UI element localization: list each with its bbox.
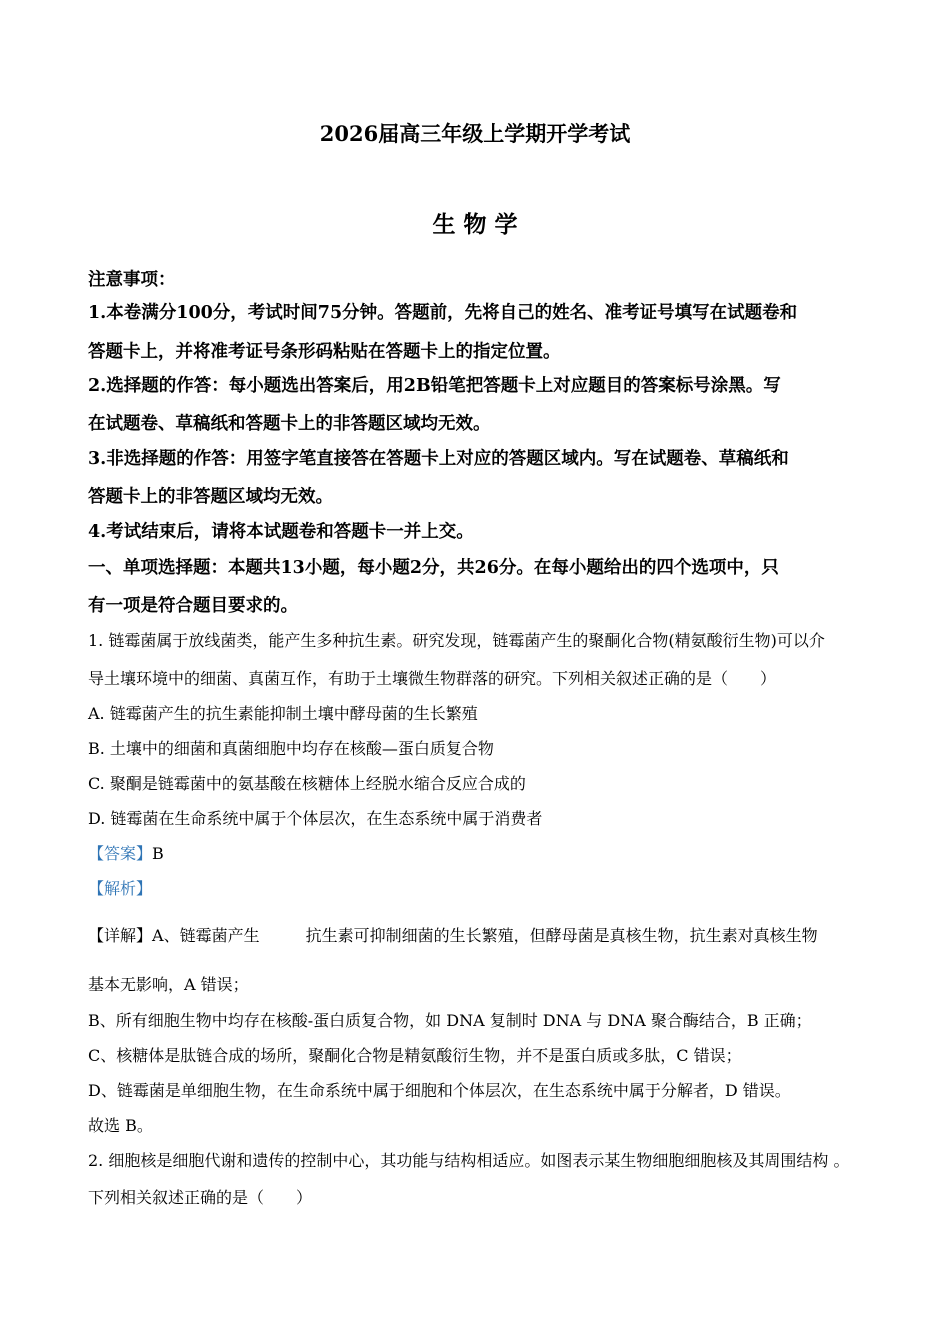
notice-line: 4.考试结束后，请将本试题卷和答题卡一并上交。 xyxy=(88,522,474,542)
option-b: B. 土壤中的细菌和真菌细胞中均存在核酸—蛋白质复合物 xyxy=(88,739,494,758)
notice-line: 3.非选择题的作答：用签字笔直接答在答题卡上对应的答题区域内。写在试题卷、草稿纸和 xyxy=(88,449,789,469)
notice-line: 在试题卷、草稿纸和答题卡上的非答题区域均无效。 xyxy=(88,414,491,434)
notice-line: 答题卡上的非答题区域均无效。 xyxy=(88,487,333,507)
detail-line: 基本无影响，A 错误； xyxy=(88,975,249,994)
section-heading: 一、单项选择题：本题共13小题，每小题2分，共26分。在每小题给出的四个选项中，只 xyxy=(88,558,779,578)
option-c: C. 聚酮是链霉菌中的氨基酸在核糖体上经脱水缩合反应合成的 xyxy=(88,774,526,793)
notice-line: 答题卡上，并将准考证号条形码粘贴在答题卡上的指定位置。 xyxy=(88,342,561,362)
option-a: A. 链霉菌产生的抗生素能抑制土壤中酵母菌的生长繁殖 xyxy=(88,704,478,723)
notice-line: 2.选择题的作答：每小题选出答案后，用2B铅笔把答题卡上对应题目的答案标号涂黑。写 xyxy=(88,376,781,396)
analysis-tag: 【解析】 xyxy=(88,879,153,898)
detail-line: D、链霉菌是单细胞生物，在生命系统中属于细胞和个体层次，在生态系统中属于分解者，D 错误。 xyxy=(88,1081,791,1100)
question-stem: 2. 细胞核是细胞代谢和遗传的控制中心，其功能与结构相适应。如图表示某生物细胞细胞核及其周围结构 。 xyxy=(88,1151,850,1170)
exam-title: 2026届高三年级上学期开学考试 xyxy=(319,121,631,146)
detail-line: B、所有细胞生物中均存在核酸-蛋白质复合物，如 DNA 复制时 DNA 与 DNA 聚合酶结合，B 正确； xyxy=(88,1011,812,1030)
detail-text: 抗生素可抑制细菌的生长繁殖，但酵母菌是真核生物，抗生素对真核生物 xyxy=(305,926,818,945)
detail-text: A、链霉菌产生 xyxy=(152,926,260,945)
subject-title: 生 物 学 xyxy=(432,211,518,238)
detail-tag: 【详解】 xyxy=(88,926,153,945)
answer-line xyxy=(88,841,164,864)
detail-line: C、核糖体是肽链合成的场所，聚酮化合物是精氨酸衍生物，并不是蛋白质或多肽，C 错误； xyxy=(88,1046,742,1065)
section-heading: 有一项是符合题目要求的。 xyxy=(88,596,298,616)
notice-heading: 注意事项： xyxy=(88,270,176,290)
option-d: D. 链霉菌在生命系统中属于个体层次，在生态系统中属于消费者 xyxy=(88,809,543,828)
question-stem: 1. 链霉菌属于放线菌类，能产生多种抗生素。研究发现，链霉菌产生的聚酮化合物(精氨酸衍生物)可以介 xyxy=(88,631,825,650)
detail-line xyxy=(88,923,818,946)
answer-tag: 【答案】 xyxy=(88,844,153,863)
question-stem: 导土壤环境中的细菌、真菌互作，有助于土壤微生物群落的研究。下列相关叙述正确的是（ ） xyxy=(88,669,777,688)
question-stem: 下列相关叙述正确的是（ ） xyxy=(88,1188,313,1207)
answer-value: B xyxy=(152,844,164,863)
notice-line: 1.本卷满分100分，考试时间75分钟。答题前，先将自己的姓名、准考证号填写在试题卷和 xyxy=(88,303,798,323)
detail-line: 故选 B。 xyxy=(88,1116,153,1135)
